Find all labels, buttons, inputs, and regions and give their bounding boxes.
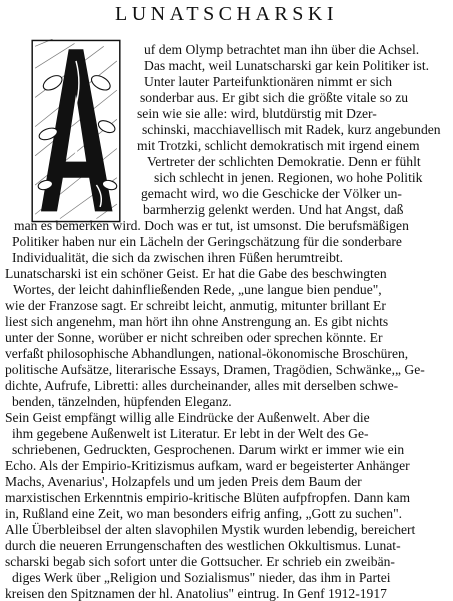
text-line: politische Aufsätze, literarische Essays, Dramen, Tragödien, Schwänke,„ Ge- [5,362,425,377]
text-line: scharski begab sich sofort unter die Gottsucher. Er schrieb ein zweibän- [5,554,395,569]
text-line: Wortes, der leicht dahinfließenden Rede, „une langue bien pendue", [13,282,382,297]
text-line: barmherzig gelenkt werden. Und hat Angst, daß [143,202,404,217]
text-line: Das macht, weil Lunatscharski gar kein Politiker ist. [144,58,430,73]
text-line: dichte, Aufrufe, Libretti: alles durcheinander, alles mit derselben schwe- [5,378,399,393]
text-line: sonderbar aus. Er gibt sich die größte vitale so zu [140,90,409,105]
text-line: Vertreter der schlichten Demokratie. Denn er fühlt [147,154,421,169]
text-line: unter der Sonne, worüber er nicht schreiben oder sprechen könnte. Er [5,330,383,345]
text-line: man es bemerken wird. Doch was er tut, ist umsonst. Die berufsmäßigen [14,218,409,233]
text-line: Echo. Als der Empirio-Kritizismus aufkam, ward er begeisterter Anhänger [5,458,410,473]
text-line: ihm gegebene Außenwelt ist Literatur. Er lebt in der Welt des Ge- [12,426,369,441]
text-line: marxistischen Erkenntnis empirio-kritische Blüten aufpfropfen. Dann kam [5,490,411,505]
text-line: wie der Franzose sagt. Er schreibt leicht, anmutig, mitunter brillant Er [5,298,386,313]
text-line: benden, tänzelnden, hüpfenden Eleganz. [12,394,232,409]
text-line: Machs, Avenarius', Holzapfels und um jeden Preis dem Baum der [5,474,362,489]
text-line: kreisen den Spitznamen der hl. Anatolius" eintrug. In Genf 1912-1917 [5,586,387,601]
text-line: uf dem Olymp betrachtet man ihn über die Achsel. [144,42,420,57]
text-line: Alle Überbleibsel der alten slavophilen Mystik wurden lebendig, bereichert [5,522,416,537]
text-line: mit Trotzki, schlicht demokratisch mit irgend einem [137,138,420,153]
text-line: verfaßt philosophische Abhandlungen, national-ökonomische Broschüren, [5,346,409,361]
text-line: Politiker haben nur ein Lächeln der Geringschätzung für die sonderbare [12,234,402,249]
text-line: diges Werk über „Religion und Sozialismus" nieder, das ihm in Partei [12,570,391,585]
text-line: Lunatscharski ist ein schöner Geist. Er hat die Gabe des beschwingten [5,266,387,281]
text-line: Sein Geist empfängt willig alle Eindrücke der Außenwelt. Aber die [5,410,370,425]
text-line: Unter lauter Parteifunktionären nimmt er sich [144,74,393,89]
text-line: sein wie sie alle: wird, blutdürstig mit Dzer- [137,106,377,121]
page-title: LUNATSCHARSKI [115,3,338,25]
text-line: gemacht wird, wo die Geschicke der Völker un- [141,186,402,201]
text-line: liest sich angenehm, man hört ihn ohne Anstrengung an. Es gibt nichts [5,314,389,329]
text-line: schriebenen, Gedruckten, Gesprochenen. Darum wirkt er immer wie ein [12,442,405,457]
text-line: Individualität, die sich da zwischen ihren Füßen herumtreibt. [12,250,344,265]
text-line: in, Rußland eine Zeit, wo man besonders eifrig anfing, „Gott zu suchen". [5,506,403,521]
text-line: durch die neueren Errungenschaften des westlichen Okkultismus. Lunat- [5,538,401,553]
text-line: sich schlecht in jenen. Regionen, wo hohe Politik [154,170,423,185]
decorated-initial-letter [14,39,138,223]
text-line: schinski, macchiavellisch mit Radek, kurz angebunden [142,122,441,137]
